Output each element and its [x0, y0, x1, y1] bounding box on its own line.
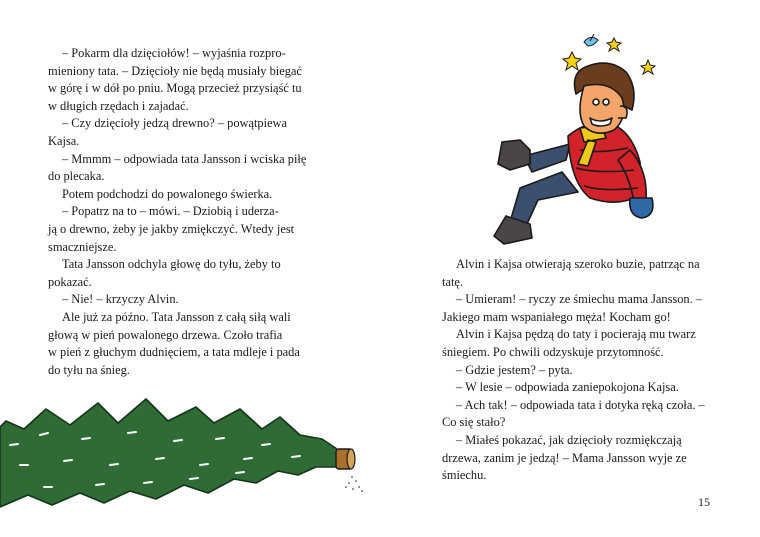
- right-boot: [498, 140, 530, 170]
- text-line: drzewa, zanim je jedzą! – Mama Jansson wyje ze: [442, 450, 687, 465]
- text-line: – W lesie – odpowiada zaniepokojona Kajsa.: [456, 380, 679, 395]
- sawdust-dots: [345, 476, 363, 492]
- spruce-tree-shape: [0, 399, 340, 507]
- eye: [593, 99, 599, 105]
- text-line: – Nie! – krzyczy Alvin.: [62, 292, 179, 307]
- text-line: do plecaka.: [48, 169, 105, 184]
- text-line: Jakiego mam wspaniałego męża! Kocham go!: [442, 309, 671, 324]
- text-line: Kajsa.: [48, 133, 80, 148]
- text-line: śmiechu.: [442, 468, 487, 483]
- star-icon: [563, 52, 581, 70]
- right-page-text: [442, 256, 710, 485]
- text-line: – Pokarm dla dzięciołów! – wyjaśnia rozpro-: [62, 46, 286, 60]
- right-page: [380, 0, 760, 537]
- page-number: 15: [698, 495, 710, 509]
- text-line: w pień z głuchym dudnięciem, a tata mdleje i pada: [48, 345, 300, 360]
- fallen-spruce-illustration: [0, 395, 380, 515]
- text-line: – Czy dzięcioły jedzą drewno? – powątpiewa: [62, 116, 288, 131]
- text-line: śniegiem. Po chwili odzyskuje przytomność.: [442, 344, 664, 359]
- text-line: Alvin i Kajsa otwierają szeroko buzie, patrząc na: [456, 257, 700, 271]
- left-page-text: [48, 45, 310, 379]
- text-line: w górę i w dół po pniu. Mogą przecież przysiąść tu: [48, 81, 302, 96]
- pants: [510, 172, 578, 226]
- text-line: – Popatrz na to – mówi. – Dziobią i uderza-: [62, 204, 279, 219]
- text-line: – Mmmm – odpowiada tata Jansson i wciska piłę: [62, 151, 307, 166]
- text-line: smaczniejsze.: [48, 239, 117, 254]
- text-line: mieniony tata. – Dzięcioły nie będą musiały biegać: [48, 63, 302, 78]
- text-line: do tyłu na śnieg.: [48, 362, 130, 377]
- eye: [603, 99, 609, 105]
- text-line: – Umieram! – ryczy ze śmiechu mama Jansson. –: [456, 292, 703, 307]
- text-line: – Gdzie jestem? – pyta.: [456, 362, 573, 377]
- text-line: Potem podchodzi do powalonego świerka.: [62, 186, 273, 201]
- star-icon: [641, 60, 655, 74]
- text-line: ją o drewno, żeby je jakby zmiękczyć. Wtedy jest: [48, 221, 295, 236]
- star-icon: [607, 38, 621, 51]
- dazed-father-illustration: [480, 32, 670, 252]
- text-line: Alvin i Kajsa pędzą do taty i pocierają mu twarz: [456, 327, 696, 342]
- text-line: Tata Jansson odchyla głowę do tyłu, żeby to: [62, 257, 281, 272]
- trunk-cut: [347, 449, 355, 469]
- father-figure: [494, 63, 653, 244]
- text-line: – Ach tak! – odpowiada tata i dotyka ręką czoła. –: [456, 397, 705, 412]
- text-line: Co się stało?: [442, 415, 506, 430]
- text-line: pokazać.: [48, 274, 92, 289]
- text-line: głową w pień powalonego drzewa. Czoło trafia: [48, 327, 283, 342]
- text-line: w długich rzędach i zajadać.: [48, 98, 189, 113]
- back-leg: [524, 144, 570, 172]
- text-line: Ale już za późno. Tata Jansson z całą siłą wali: [62, 309, 291, 324]
- text-line: – Miałeś pokazać, jak dzięcioły rozmiękczają: [456, 432, 682, 447]
- blue-mitten: [630, 198, 653, 218]
- bird-icon: [584, 34, 598, 46]
- text-line: tatę.: [442, 274, 463, 289]
